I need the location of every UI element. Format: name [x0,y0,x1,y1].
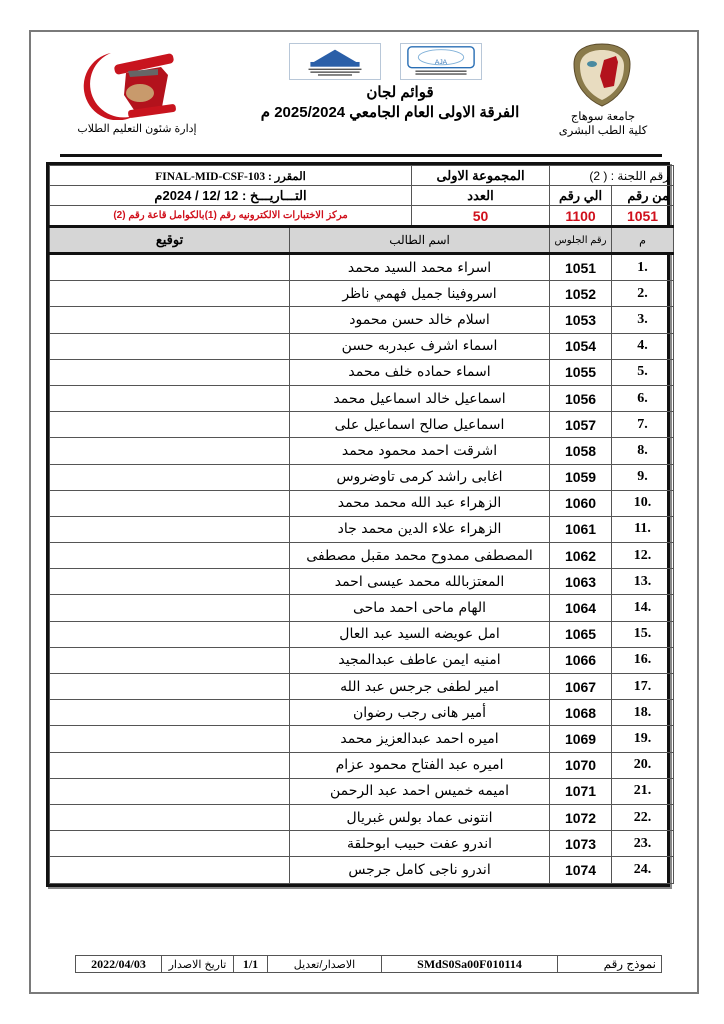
table-row [50,700,674,726]
exam-date: التـــاريـــخ : 12 /12 / 2024م [50,186,412,206]
signature-cell[interactable] [50,752,290,778]
count-value: 50 [412,206,550,227]
seat-number: 1059 [550,464,612,490]
table-row [50,857,674,883]
row-index: .10 [612,490,674,516]
signature-cell[interactable] [50,281,290,307]
table-row [50,726,674,752]
student-name: اميره احمد عبدالعزيز محمد [290,726,550,752]
group-name: المجموعة الاولى [412,166,550,186]
student-name: اسروفينا جميل فهمي ناظر [290,281,550,307]
university-label [548,110,658,138]
form-number-label: نموذج رقم [558,956,662,973]
header-divider [60,154,662,157]
table-row [50,647,674,673]
row-index: .7 [612,412,674,438]
row-index: .18 [612,700,674,726]
student-name: المعتزبالله محمد عيسى احمد [290,569,550,595]
version-label: الاصدار/تعديل [268,956,382,973]
row-index: .17 [612,674,674,700]
seat-number: 1051 [550,254,612,281]
student-name: اميمه خميس احمد عبد الرحمن [290,778,550,804]
student-name: اميره عبد الفتاح محمود عزام [290,752,550,778]
signature-cell[interactable] [50,857,290,883]
row-index: .5 [612,359,674,385]
row-index: .4 [612,333,674,359]
student-name: امل عويضه السيد عبد العال [290,621,550,647]
signature-cell[interactable] [50,647,290,673]
faculty-name: كلية الطب البشرى [558,125,648,137]
issue-date-value: 2022/04/03 [76,956,162,973]
committee-info [50,166,674,227]
row-index: .20 [612,752,674,778]
row-index: .11 [612,516,674,542]
table-header-row [50,227,674,254]
col-signature-header: توقيع [50,227,290,254]
table-row [50,490,674,516]
signature-cell[interactable] [50,674,290,700]
signature-cell[interactable] [50,516,290,542]
table-row [50,804,674,830]
signature-cell[interactable] [50,726,290,752]
student-name: اسماعيل خالد اسماعيل محمد [290,385,550,411]
student-name: أمير هانى رجب رضوان [290,700,550,726]
table-row [50,778,674,804]
signature-cell[interactable] [50,412,290,438]
row-index: .8 [612,438,674,464]
document-title: قوائم لجان [366,84,434,101]
table-row [50,333,674,359]
student-name: اندرو عفت حبيب ابوحلقة [290,831,550,857]
seat-number: 1052 [550,281,612,307]
row-index: .2 [612,281,674,307]
from-label: من رقم [612,186,674,206]
seat-number: 1063 [550,569,612,595]
signature-cell[interactable] [50,359,290,385]
table-row [50,831,674,857]
table-row [50,464,674,490]
signature-cell[interactable] [50,543,290,569]
table-row [50,412,674,438]
seat-number: 1071 [550,778,612,804]
seat-number: 1067 [550,674,612,700]
table-row [50,595,674,621]
row-index: .1 [612,254,674,281]
egac-accreditation-logo-icon [289,43,381,80]
table-row [50,569,674,595]
student-name: الهام ماحى احمد ماحى [290,595,550,621]
row-index: .21 [612,778,674,804]
student-name: الزهراء عبد الله محمد محمد [290,490,550,516]
form-footer [75,955,661,973]
seat-number: 1057 [550,412,612,438]
student-name: امير لطفى جرجس عبد الله [290,674,550,700]
table-row [50,752,674,778]
university-name: جامعة سوهاج [570,111,636,123]
svg-text:AJA: AJA [434,58,448,66]
seat-number: 1056 [550,385,612,411]
col-name-header: اسم الطالب [290,227,550,254]
sohag-university-logo-icon [570,42,634,108]
col-index-header: م [612,227,674,254]
row-index: .15 [612,621,674,647]
student-name: اشرقت احمد محمود محمد [290,438,550,464]
seat-number: 1060 [550,490,612,516]
seat-number: 1074 [550,857,612,883]
student-name: الزهراء علاء الدين محمد جاد [290,516,550,542]
document-subtitle: الفرقة الاولى العام الجامعي 2025/2024 م [260,104,520,121]
row-index: .19 [612,726,674,752]
row-index: .24 [612,857,674,883]
row-index: .6 [612,385,674,411]
seat-number: 1054 [550,333,612,359]
seat-number: 1061 [550,516,612,542]
table-row [50,674,674,700]
form-number-value: SMdS0Sa00F010114 [382,956,558,973]
course-code: المقرر : FINAL-MID-CSF-103 [50,166,412,186]
table-row [50,516,674,542]
student-name: اسماء اشرف عبدربه حسن [290,333,550,359]
table-row [50,359,674,385]
signature-cell[interactable] [50,254,290,281]
to-label: الي رقم [550,186,612,206]
seat-number: 1070 [550,752,612,778]
row-index: .16 [612,647,674,673]
signature-cell[interactable] [50,333,290,359]
student-name: اسماعيل صالح اسماعيل على [290,412,550,438]
table-row [50,254,674,281]
exam-location: مركز الاختبارات الالكترونيه رقم (1)بالكوامل قاعة رقم (2) [50,206,412,227]
aja-iso-logo-icon [400,43,482,80]
row-index: .13 [612,569,674,595]
student-name: انتونى عماد بولس غبريال [290,804,550,830]
table-row [50,307,674,333]
student-name: اغابى راشد كرمى تاوضروس [290,464,550,490]
table-row [50,281,674,307]
row-index: .14 [612,595,674,621]
committee-number: رقم اللجنة : ( 2) [550,166,674,186]
student-name: اندرو ناجى كامل جرجس [290,857,550,883]
seat-number: 1066 [550,647,612,673]
version-value: 1/1 [234,956,268,973]
seat-number: 1072 [550,804,612,830]
table-row [50,621,674,647]
faculty-medicine-logo-icon [66,45,186,120]
row-index: .23 [612,831,674,857]
signature-cell[interactable] [50,831,290,857]
signature-cell[interactable] [50,464,290,490]
signature-cell[interactable] [50,438,290,464]
seat-number: 1073 [550,831,612,857]
student-name: امنيه ايمن عاطف عبدالمجيد [290,647,550,673]
row-index: .22 [612,804,674,830]
table-row [50,543,674,569]
row-index: .3 [612,307,674,333]
seat-number: 1053 [550,307,612,333]
seat-number: 1055 [550,359,612,385]
signature-cell[interactable] [50,595,290,621]
seat-number: 1068 [550,700,612,726]
to-value: 1100 [550,206,612,227]
issue-date-label: تاريخ الاصدار [162,956,234,973]
signature-cell[interactable] [50,804,290,830]
committee-list-table [46,162,670,887]
count-label: العدد [412,186,550,206]
table-row [50,385,674,411]
seat-number: 1062 [550,543,612,569]
row-index: .9 [612,464,674,490]
student-name: اسلام خالد حسن محمود [290,307,550,333]
student-rows [50,254,674,884]
signature-cell[interactable] [50,385,290,411]
seat-number: 1065 [550,621,612,647]
col-seat-header: رقم الجلوس [550,227,612,254]
seat-number: 1058 [550,438,612,464]
signature-cell[interactable] [50,490,290,516]
row-index: .12 [612,543,674,569]
signature-cell[interactable] [50,307,290,333]
student-name: اسراء محمد السيد محمد [290,254,550,281]
seat-number: 1064 [550,595,612,621]
student-name: المصطفى ممدوح محمد مقبل مصطفى [290,543,550,569]
signature-cell[interactable] [50,700,290,726]
department-label: إدارة شئون التعليم الطلاب [77,123,197,135]
signature-cell[interactable] [50,778,290,804]
student-name: اسماء حماده خلف محمد [290,359,550,385]
signature-cell[interactable] [50,569,290,595]
from-value: 1051 [612,206,674,227]
seat-number: 1069 [550,726,612,752]
table-row [50,438,674,464]
signature-cell[interactable] [50,621,290,647]
